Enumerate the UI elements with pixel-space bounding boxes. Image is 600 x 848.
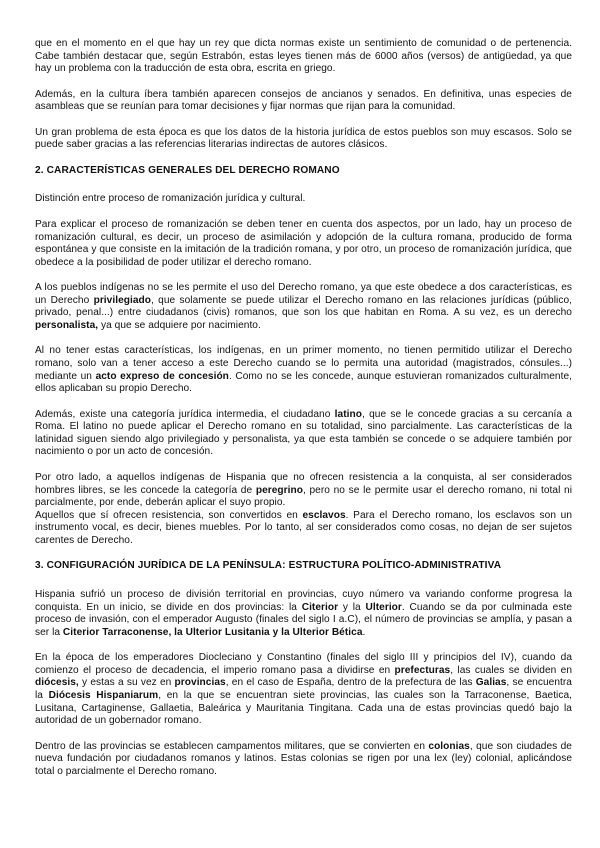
text-run: . Para el Derecho romano, los esclavos son un instrumento vocal, es decir, bienes muebles. Por lo tanto, al ser considerados como cosas, no dejan de ser sujetos carentes de Derecho. <box>35 509 572 546</box>
text-run: . Cuando se da por culminada este proceso de invasión, con el emperador Augusto (finales del siglo I a.C), el número de provincias se amplía, y pasan a ser la <box>35 601 573 638</box>
text-run: . Como no se les concede, aunque estuvieran romanizados culturalmente, ellos aplicaban su propio Derecho. <box>35 370 573 395</box>
text-run: Además, existe una categoría jurídica intermedia, el ciudadano <box>35 408 335 420</box>
text-run: , en el caso de España, dentro de la prefectura de las <box>225 677 476 689</box>
bold-term-prefecturas: prefecturas <box>394 664 451 676</box>
text-run: , las cuales se dividen en <box>450 664 573 676</box>
text-run: ya que se adquiere por nacimiento. <box>98 319 261 331</box>
text-run: Por otro lado, a aquellos indígenas de Hispania que no ofrecen resistencia a la conquista, al ser considerados hombres libres, se les concede la categoría de <box>35 471 572 496</box>
text-run: Dentro de las provincias se establecen campamentos militares, que se convierten en <box>35 740 429 752</box>
section-heading-2: 2. CARACTERÍSTICAS GENERALES DEL DERECHO ROMANO <box>35 164 340 176</box>
document-page <box>35 38 572 791</box>
bold-term-galias: Galias <box>475 677 507 689</box>
bold-term-citerior: Citerior <box>301 601 339 613</box>
text-run: , que son ciudades de nueva fundación por ciudadanos romanos y latinos. Estas colonias se rigen por una lex (ley) colonial, aplicándose total o parcialmente el Derecho romano. <box>35 740 572 777</box>
text-run: Al no tener estas características, los indígenas, en un primer momento, no tienen permitido utilizar el Derecho romano, solo van a tener acceso a este Derecho cuando se lo permita una autoridad (magistrados, cónsules...) mediante un <box>35 345 572 382</box>
paragraph-colonies <box>35 741 572 779</box>
paragraph-slaves <box>35 510 572 548</box>
bold-term-diocesis-hispaniarum: Diócesis Hispaniarum <box>48 690 159 702</box>
text-run: y estas a su vez en <box>78 677 175 689</box>
text-run: En la época de los emperadores Diocleciano y Constantino (finales del siglo III y principios del IV), cuando da comienzo el proceso de decadencia, el imperio romano pasa a dividirse en <box>35 652 572 676</box>
bold-term-provincias: provincias <box>174 677 226 689</box>
text-run: , que se le concede gracias a su cercanía a Roma. El latino no puede aplicar el Derecho romano en su totalidad, sino parcialmente. Las características de la latinidad siguen siendo algo privilegiado y personalista, ya que esta también se concede o se adquiere también por nacimiento o por un acto de concesión. <box>35 408 572 458</box>
text-run: Aquellos que sí ofrecen resistencia, son convertidos en <box>35 509 303 521</box>
text-run: A los pueblos indígenas no se les permite el uso del Derecho romano, ya que este obedece a dos características, es un Derecho <box>35 282 572 306</box>
bold-term-colonias: colonias <box>428 740 470 752</box>
bold-term-esclavos: esclavos <box>302 509 346 521</box>
bold-term-personalista: personalista, <box>35 319 99 331</box>
paragraph-indigenous-law <box>35 282 572 332</box>
text-run: , se encuentra la <box>35 677 572 702</box>
bold-term-acto-expreso: acto expreso de concesión <box>95 370 229 382</box>
paragraph-romanization-process: Para explicar el proceso de romanización se deben tener en cuenta dos aspectos, por un lado, hay un proceso de romanización cultural, es decir, un proceso de asimilación y adopción de la cultura romana, producido de forma espontánea y que consiste en la imitación de la tradición romana, y por otro, un proceso de romanización jurídica, que obedece a la posibilidad de poder utilizar el derecho romano. <box>35 218 572 268</box>
text-run: , que solamente se puede utilizar el Derecho romano en las relaciones jurídicas (público, privado, penal...) entre ciudadanos (civis) romanos, que son los que habitan en Roma. A su vez, es un derecho <box>35 294 572 319</box>
paragraph-provinces <box>35 589 572 639</box>
paragraph-prefectures <box>35 652 572 728</box>
paragraph-intro-continuation: que en el momento en el que hay un rey que dicta normas existe un sentimiento de comunidad o de pertenencia. Cabe también destacar que, según Estrabón, estas leyes tienen más de 6000 años (versos) de antigüedad, ya que hay un problema con la traducción de esta obra, escrita en griego. <box>35 38 572 75</box>
paragraph-concession <box>35 345 572 395</box>
section-heading-3: 3. CONFIGURACIÓN JURÍDICA DE LA PENÍNSULA: ESTRUCTURA POLÍTICO-ADMINISTRATIVA <box>35 560 502 572</box>
text-run: y la <box>338 601 366 613</box>
text-run: , pero no se le permite usar el derecho romano, ni total ni parcialmente, por ende, deberán aplicar el suyo propio. <box>35 484 573 509</box>
bold-term-peregrino: peregrino <box>255 484 303 496</box>
text-run: , en la que se encuentran siete provincias, las cuales son la Tarraconense, Baetica, Lusitana, Cartaginense, Gallaetia, Baleárica y Mauritania Tingitana. Cada una de estas provincias quedó bajo la autoridad de un gobernador romano. <box>35 690 573 727</box>
bold-term-three-provinces: Citerior Tarraconense, la Ulterior Lusitania y la Ulterior Bética <box>62 626 363 638</box>
text-run: Hispania sufrió un proceso de división territorial en provincias, cuyo número va variando conforme progresa la conquista. En un inicio, se divide en dos provincias: la <box>35 589 572 613</box>
paragraph-scarce-sources: Un gran problema de esta época es que los datos de la historia jurídica de estos pueblos son muy escasos. Solo se puede saber gracias a las referencias literarias indirectas de autores clásicos. <box>35 126 572 151</box>
paragraph-iberian-councils: Además, en la cultura íbera también aparecen consejos de ancianos y senados. En definitiva, unas especies de asambleas que se reunían para tomar decisiones y fijar normas que rijan para la comunidad. <box>35 88 572 113</box>
bold-term-diocesis: diócesis, <box>35 677 79 689</box>
bold-term-privilegiado: privilegiado <box>93 294 152 306</box>
paragraph-latin-citizen <box>35 409 572 459</box>
paragraph-distinction: Distinción entre proceso de romanización jurídica y cultural. <box>35 193 306 205</box>
paragraph-peregrino <box>35 472 572 510</box>
text-run: . <box>362 626 366 638</box>
bold-term-ulterior: Ulterior <box>365 601 402 613</box>
bold-term-latino: latino <box>334 408 362 420</box>
